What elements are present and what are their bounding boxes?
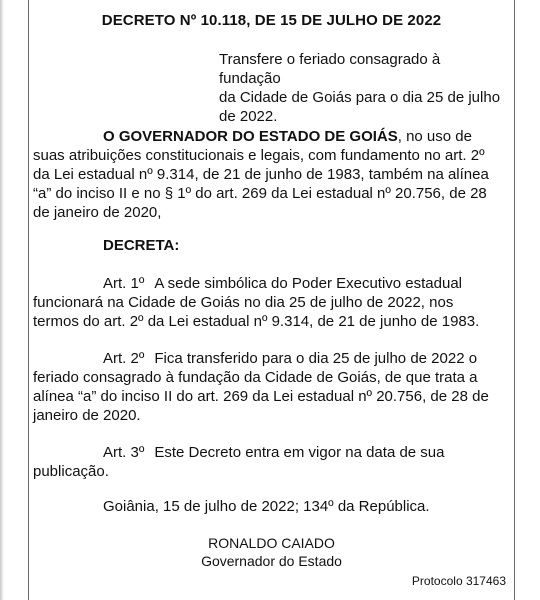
article-line: publicação. — [33, 463, 109, 480]
article-first-text: A sede simbólica do Poder Executivo estadual — [154, 275, 463, 292]
ementa-line: de 2022. — [219, 108, 278, 125]
preamble-line: “a” do inciso II e no § 1º do art. 269 da Lei estadual nº 20.756, de 28 — [33, 185, 487, 202]
ementa-line: da Cidade de Goiás para o dia 25 de julho — [219, 89, 501, 106]
article-3 — [33, 443, 509, 481]
article-line: termos do art. 2º da Lei estadual nº 9.314, de 21 de junho de 1983. — [33, 313, 480, 330]
protocol-number: Protocolo 317463 — [411, 574, 506, 588]
page-edge-shadow — [0, 0, 4, 600]
article-first-line — [33, 349, 509, 368]
article-line: alínea “a” do inciso II do art. 269 da Lei estadual nº 20.756, de 28 de — [33, 388, 489, 405]
decree-title: DECRETO Nº 10.118, DE 15 DE JULHO DE 2022 — [101, 12, 442, 29]
governor-authority: O GOVERNADOR DO ESTADO DE GOIÁS — [103, 128, 398, 145]
closing-line: Goiânia, 15 de julho de 2022; 134º da República. — [103, 498, 430, 515]
ementa-line: Transfere o feriado consagrado à fundação — [219, 51, 441, 87]
preamble-line: de janeiro de 2020, — [33, 204, 162, 221]
preamble-line: da Lei estadual nº 9.314, de 21 de junho de 1983, também na alínea — [33, 166, 489, 183]
closing-paragraph — [33, 497, 509, 516]
article-first-text: Fica transferido para o dia 25 de julho de 2022 o — [154, 350, 478, 367]
article-first-line — [33, 443, 509, 462]
article-label: Art. 3º — [103, 444, 145, 461]
signatory-role: Governador do Estado — [201, 553, 342, 569]
article-2 — [33, 349, 509, 425]
article-first-text: Este Decreto entra em vigor na data de sua — [154, 444, 445, 461]
article-line: feriado consagrado à fundação da Cidade de Goiás, de que trata a — [33, 369, 478, 386]
preamble-paragraph — [33, 127, 509, 222]
signature-block — [29, 534, 514, 570]
article-line: janeiro de 2020. — [33, 407, 141, 424]
signatory-name: RONALDO CAIADO — [208, 535, 335, 551]
preamble-first-line-rest: , no uso de — [397, 128, 472, 145]
article-line: funcionará na Cidade de Goiás no dia 25 de julho de 2022, nos — [33, 294, 454, 311]
article-label: Art. 2º — [103, 350, 145, 367]
article-label: Art. 1º — [103, 275, 145, 292]
decreta-heading: DECRETA: — [103, 237, 180, 254]
preamble-first-line — [33, 127, 509, 146]
decree-document — [28, 0, 515, 600]
preamble-line: suas atribuições constitucionais e legais, com fundamento no art. 2º — [33, 147, 485, 164]
article-first-line — [33, 274, 509, 293]
decree-ementa — [219, 50, 504, 126]
article-1 — [33, 274, 509, 331]
